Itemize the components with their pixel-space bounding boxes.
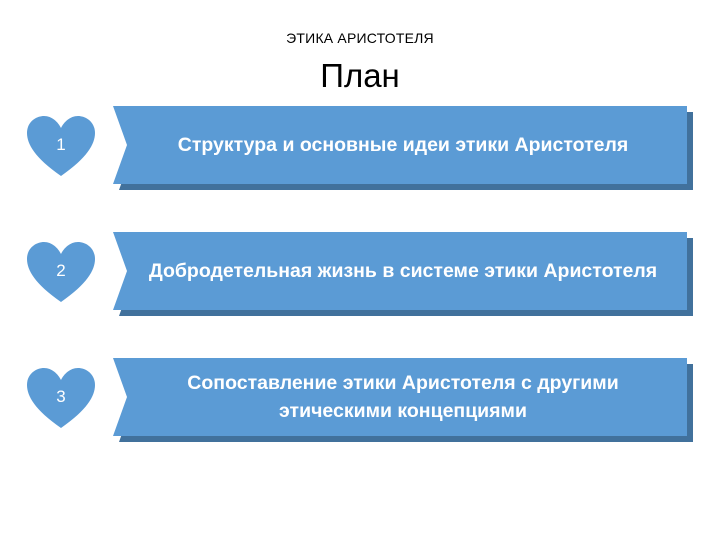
- plan-banner-text-1: Структура и основные идеи этики Аристотеля: [177, 133, 629, 156]
- heart-number: 2: [56, 261, 66, 280]
- heart-badge-3: [25, 366, 97, 434]
- plan-banner-2: [113, 232, 693, 316]
- heart-number: 1: [56, 135, 66, 154]
- heart-badge-2: [25, 240, 97, 308]
- plan-banner-text-2: Добродетельная жизнь в системе этики Аристотеля: [148, 259, 658, 282]
- plan-banner-text-3: Сопоставление этики Аристотеля с другими этическими концепциями: [187, 371, 619, 422]
- heart-number: 3: [56, 387, 66, 406]
- slide-kicker: ЭТИКА АРИСТОТЕЛЯ: [286, 30, 434, 46]
- plan-list: [0, 106, 720, 484]
- heart-badge-1: [25, 114, 97, 182]
- plan-banner-3: [113, 358, 693, 442]
- list-item: [0, 358, 720, 478]
- list-item: [0, 106, 720, 226]
- page-title: План: [320, 57, 400, 94]
- plan-banner-1: [113, 106, 693, 190]
- list-item: [0, 232, 720, 352]
